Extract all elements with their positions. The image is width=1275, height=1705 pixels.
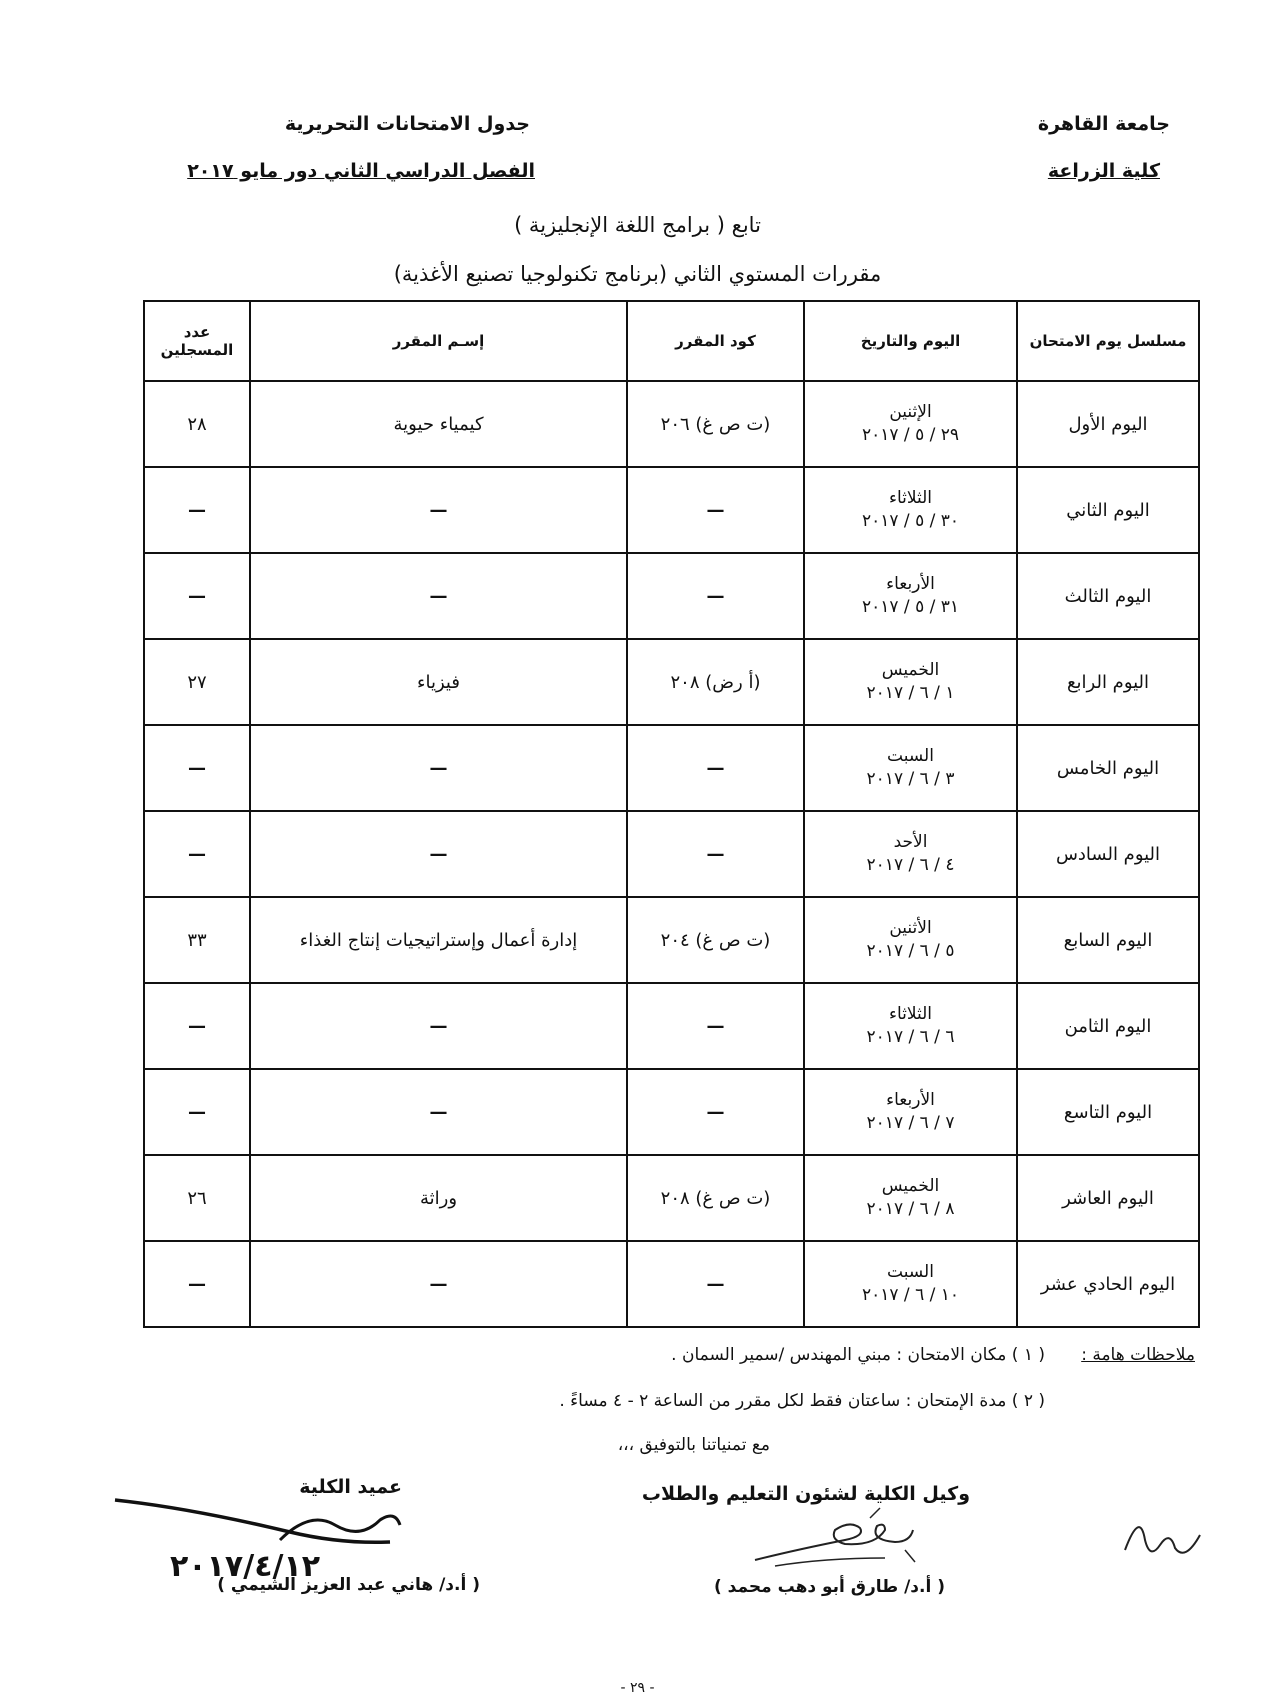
row-date	[804, 1155, 1017, 1241]
table-row	[144, 897, 1199, 983]
row-weekday: الإثنين	[889, 402, 932, 423]
row-course-code: —	[627, 1069, 804, 1155]
row-weekday: الأثنين	[889, 918, 932, 939]
row-course-name: —	[250, 1069, 627, 1155]
row-date-value: ٧ / ٦ / ٢٠١٧	[866, 1113, 955, 1133]
row-course-code: (أ رض) ٢٠٨	[627, 639, 804, 725]
university-name: جامعة القاهرة	[1037, 113, 1170, 135]
row-enrolled-count: ٣٣	[144, 897, 250, 983]
row-weekday: الخميس	[881, 1176, 940, 1197]
header-count: عدد المسجلين	[144, 301, 250, 381]
row-date	[804, 381, 1017, 467]
row-serial: اليوم التاسع	[1017, 1069, 1199, 1155]
header-code: كود المقرر	[627, 301, 804, 381]
row-course-code: (ت ص غ) ٢٠٨	[627, 1155, 804, 1241]
row-enrolled-count: —	[144, 811, 250, 897]
level-subtitle: مقررات المستوي الثاني (برنامج تكنولوجيا تصنيع الأغذية)	[393, 262, 882, 286]
faculty-name: كلية الزراعة	[1047, 160, 1160, 182]
row-weekday: السبت	[887, 746, 934, 767]
document-title: جدول الامتحانات التحريرية	[284, 113, 530, 135]
header-course: إسـم المقرر	[250, 301, 627, 381]
header-date: اليوم والتاريخ	[804, 301, 1017, 381]
dean-name: ( أ.د/ هاني عبد العزيز الشيمي )	[217, 1575, 480, 1595]
vice-dean-name: ( أ.د/ طارق أبو دهب محمد )	[713, 1577, 945, 1597]
row-course-name: —	[250, 467, 627, 553]
vice-dean-title: وكيل الكلية لشئون التعليم والطلاب	[641, 1483, 970, 1505]
table-row	[144, 983, 1199, 1069]
row-date	[804, 983, 1017, 1069]
note-exam-location: ( ١ ) مكان الامتحان : مبني المهندس /سمير السمان .	[671, 1345, 1045, 1365]
notes-label: ملاحظات هامة :	[1081, 1345, 1195, 1365]
row-enrolled-count: —	[144, 1069, 250, 1155]
row-date-value: ٦ / ٦ / ٢٠١٧	[866, 1027, 955, 1047]
table-row	[144, 725, 1199, 811]
row-weekday: الأربعاء	[886, 574, 935, 595]
row-date-value: ٣١ / ٥ / ٢٠١٧	[861, 597, 960, 617]
row-date	[804, 725, 1017, 811]
row-course-code: —	[627, 553, 804, 639]
row-serial: اليوم السابع	[1017, 897, 1199, 983]
row-course-code: —	[627, 1241, 804, 1327]
row-course-name: —	[250, 811, 627, 897]
table-row	[144, 381, 1199, 467]
row-serial: اليوم الحادي عشر	[1017, 1241, 1199, 1327]
row-date	[804, 639, 1017, 725]
row-weekday: الثلاثاء	[888, 1004, 933, 1025]
table-row	[144, 1241, 1199, 1327]
row-date-value: ١٠ / ٦ / ٢٠١٧	[861, 1285, 960, 1305]
row-course-name: —	[250, 553, 627, 639]
row-enrolled-count: —	[144, 725, 250, 811]
row-serial: اليوم الثامن	[1017, 983, 1199, 1069]
row-date-value: ٤ / ٦ / ٢٠١٧	[866, 855, 955, 875]
row-enrolled-count: —	[144, 553, 250, 639]
row-date	[804, 1069, 1017, 1155]
row-course-code: —	[627, 983, 804, 1069]
table-header-row	[144, 301, 1199, 381]
row-date-value: ٢٩ / ٥ / ٢٠١٧	[861, 425, 960, 445]
row-date	[804, 553, 1017, 639]
row-serial: اليوم الثالث	[1017, 553, 1199, 639]
row-date	[804, 1241, 1017, 1327]
dean-title: عميد الكلية	[299, 1476, 402, 1498]
row-serial: اليوم الرابع	[1017, 639, 1199, 725]
row-enrolled-count: ٢٦	[144, 1155, 250, 1241]
closing-wish: مع تمنياتنا بالتوفيق ،،،	[617, 1435, 770, 1455]
row-serial: اليوم الثاني	[1017, 467, 1199, 553]
row-course-name: فيزياء	[250, 639, 627, 725]
row-date	[804, 811, 1017, 897]
row-serial: اليوم العاشر	[1017, 1155, 1199, 1241]
row-date-value: ٨ / ٦ / ٢٠١٧	[866, 1199, 955, 1219]
row-weekday: الأربعاء	[886, 1090, 935, 1111]
row-course-code: —	[627, 811, 804, 897]
semester-title: الفصل الدراسي الثاني دور مايو ٢٠١٧	[187, 160, 535, 182]
table-row	[144, 553, 1199, 639]
vice-dean-signature	[735, 1500, 935, 1575]
row-enrolled-count: ٢٨	[144, 381, 250, 467]
row-enrolled-count: ٢٧	[144, 639, 250, 725]
row-serial: اليوم السادس	[1017, 811, 1199, 897]
dean-signature	[110, 1480, 410, 1580]
row-course-name: كيمياء حيوية	[250, 381, 627, 467]
page-number: - ٢٩ -	[620, 1680, 655, 1696]
row-weekday: الخميس	[881, 660, 940, 681]
table-row	[144, 467, 1199, 553]
row-date-value: ٣ / ٦ / ٢٠١٧	[866, 769, 955, 789]
row-course-code: (ت ص غ) ٢٠٦	[627, 381, 804, 467]
program-subtitle: تابع ( برامج اللغة الإنجليزية )	[514, 213, 761, 237]
row-course-name: —	[250, 1241, 627, 1327]
row-date	[804, 467, 1017, 553]
table-row	[144, 1155, 1199, 1241]
row-weekday: الثلاثاء	[888, 488, 933, 509]
header-serial: مسلسل يوم الامتحان	[1017, 301, 1199, 381]
table-row	[144, 811, 1199, 897]
row-enrolled-count: —	[144, 1241, 250, 1327]
row-weekday: الأحد	[893, 832, 928, 853]
row-course-name: —	[250, 725, 627, 811]
row-date-value: ٥ / ٦ / ٢٠١٧	[866, 941, 955, 961]
row-course-name: —	[250, 983, 627, 1069]
table-row	[144, 1069, 1199, 1155]
row-date	[804, 897, 1017, 983]
row-course-name: إدارة أعمال وإستراتيجيات إنتاج الغذاء	[250, 897, 627, 983]
initials-signature	[1115, 1500, 1215, 1570]
row-course-name: وراثة	[250, 1155, 627, 1241]
row-enrolled-count: —	[144, 467, 250, 553]
row-course-code: —	[627, 467, 804, 553]
row-serial: اليوم الخامس	[1017, 725, 1199, 811]
row-serial: اليوم الأول	[1017, 381, 1199, 467]
row-course-code: —	[627, 725, 804, 811]
note-exam-duration: ( ٢ ) مدة الإمتحان : ساعتان فقط لكل مقرر من الساعة ٢ - ٤ مساءً .	[559, 1391, 1045, 1411]
handwritten-date: ٢٠١٧/٤/١٢	[170, 1549, 321, 1580]
row-date-value: ٣٠ / ٥ / ٢٠١٧	[861, 511, 960, 531]
table-row	[144, 639, 1199, 725]
row-enrolled-count: —	[144, 983, 250, 1069]
row-course-code: (ت ص غ) ٢٠٤	[627, 897, 804, 983]
row-weekday: السبت	[887, 1262, 934, 1283]
row-date-value: ١ / ٦ / ٢٠١٧	[866, 683, 955, 703]
exam-schedule-table	[143, 300, 1200, 1328]
